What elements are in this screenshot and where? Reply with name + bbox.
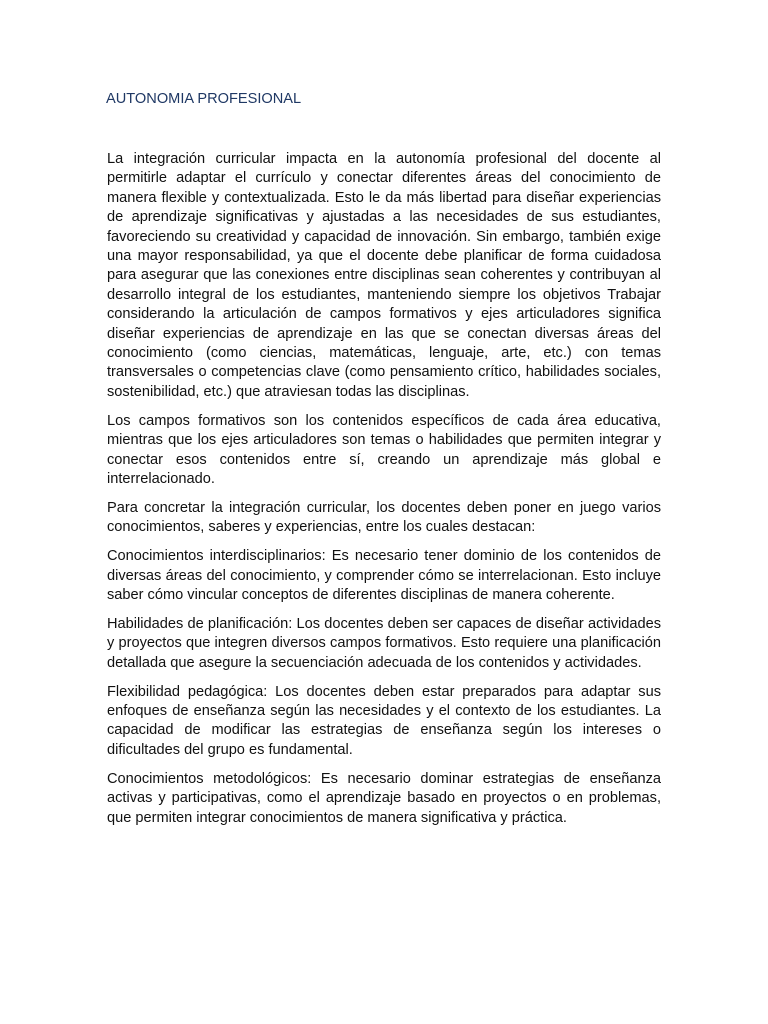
document-body — [107, 150, 661, 838]
paragraph-intro: La integración curricular impacta en la autonomía profesional del docente al permitirle adaptar el currículo y conectar diferentes áreas del conocimiento de manera flexible y contextualizada. Esto le da más libertad para diseñar experiencias de aprendizaje significativas y ajustadas a las necesidades de sus estudiantes, favoreciendo su creatividad y capacidad de innovación. Sin embargo, también exige una mayor responsabilidad, ya que el docente debe planificar de forma cuidadosa para asegurar que las conexiones entre disciplinas sean coherentes y contribuyan al desarrollo integral de los estudiantes, manteniendo siempre los objetivos Trabajar considerando la articulación de campos formativos y ejes articuladores significa diseñar experiencias de aprendizaje en las que se conectan diversas áreas del conocimiento (como ciencias, matemáticas, lenguaje, arte, etc.) con temas transversales o competencias clave (como pensamiento crítico, habilidades sociales, sostenibilidad, etc.) que atraviesan todas las disciplinas. — [107, 151, 661, 400]
paragraph-conocimientos-interdisciplinarios: Conocimientos interdisciplinarios: Es necesario tener dominio de los contenidos de diversas áreas del conocimiento, y comprender cómo se interrelacionan. Esto incluye saber cómo vincular conceptos de diferentes disciplinas de manera coherente. — [107, 548, 661, 604]
paragraph-habilidades-planificacion: Habilidades de planificación: Los docentes deben ser capaces de diseñar actividades y proyectos que integren diversos campos formativos. Esto requiere una planificación detallada que asegure la secuenciación adecuada de los contenidos y actividades. — [107, 615, 661, 671]
paragraph-conocimientos-metodologicos: Conocimientos metodológicos: Es necesario dominar estrategias de enseñanza activas y participativas, como el aprendizaje basado en proyectos o en problemas, que permiten integrar conocimientos de manera significativa y práctica. — [107, 770, 661, 826]
document-title: AUTONOMIA PROFESIONAL — [106, 91, 302, 107]
paragraph-integracion-curricular: Para concretar la integración curricular, los docentes deben poner en juego varios conocimientos, saberes y experiencias, entre los cuales destacan: — [107, 499, 661, 536]
paragraph-campos-formativos: Los campos formativos son los contenidos específicos de cada área educativa, mientras que los ejes articuladores son temas o habilidades que permiten integrar y conectar esos contenidos entre sí, creando un aprendizaje más global e interrelacionado. — [107, 412, 661, 487]
paragraph-flexibilidad-pedagogica: Flexibilidad pedagógica: Los docentes deben estar preparados para adaptar sus enfoques de enseñanza según las necesidades y el contexto de los estudiantes. La capacidad de modificar las estrategias de enseñanza según los intereses o dificultades del grupo es fundamental. — [107, 683, 661, 758]
